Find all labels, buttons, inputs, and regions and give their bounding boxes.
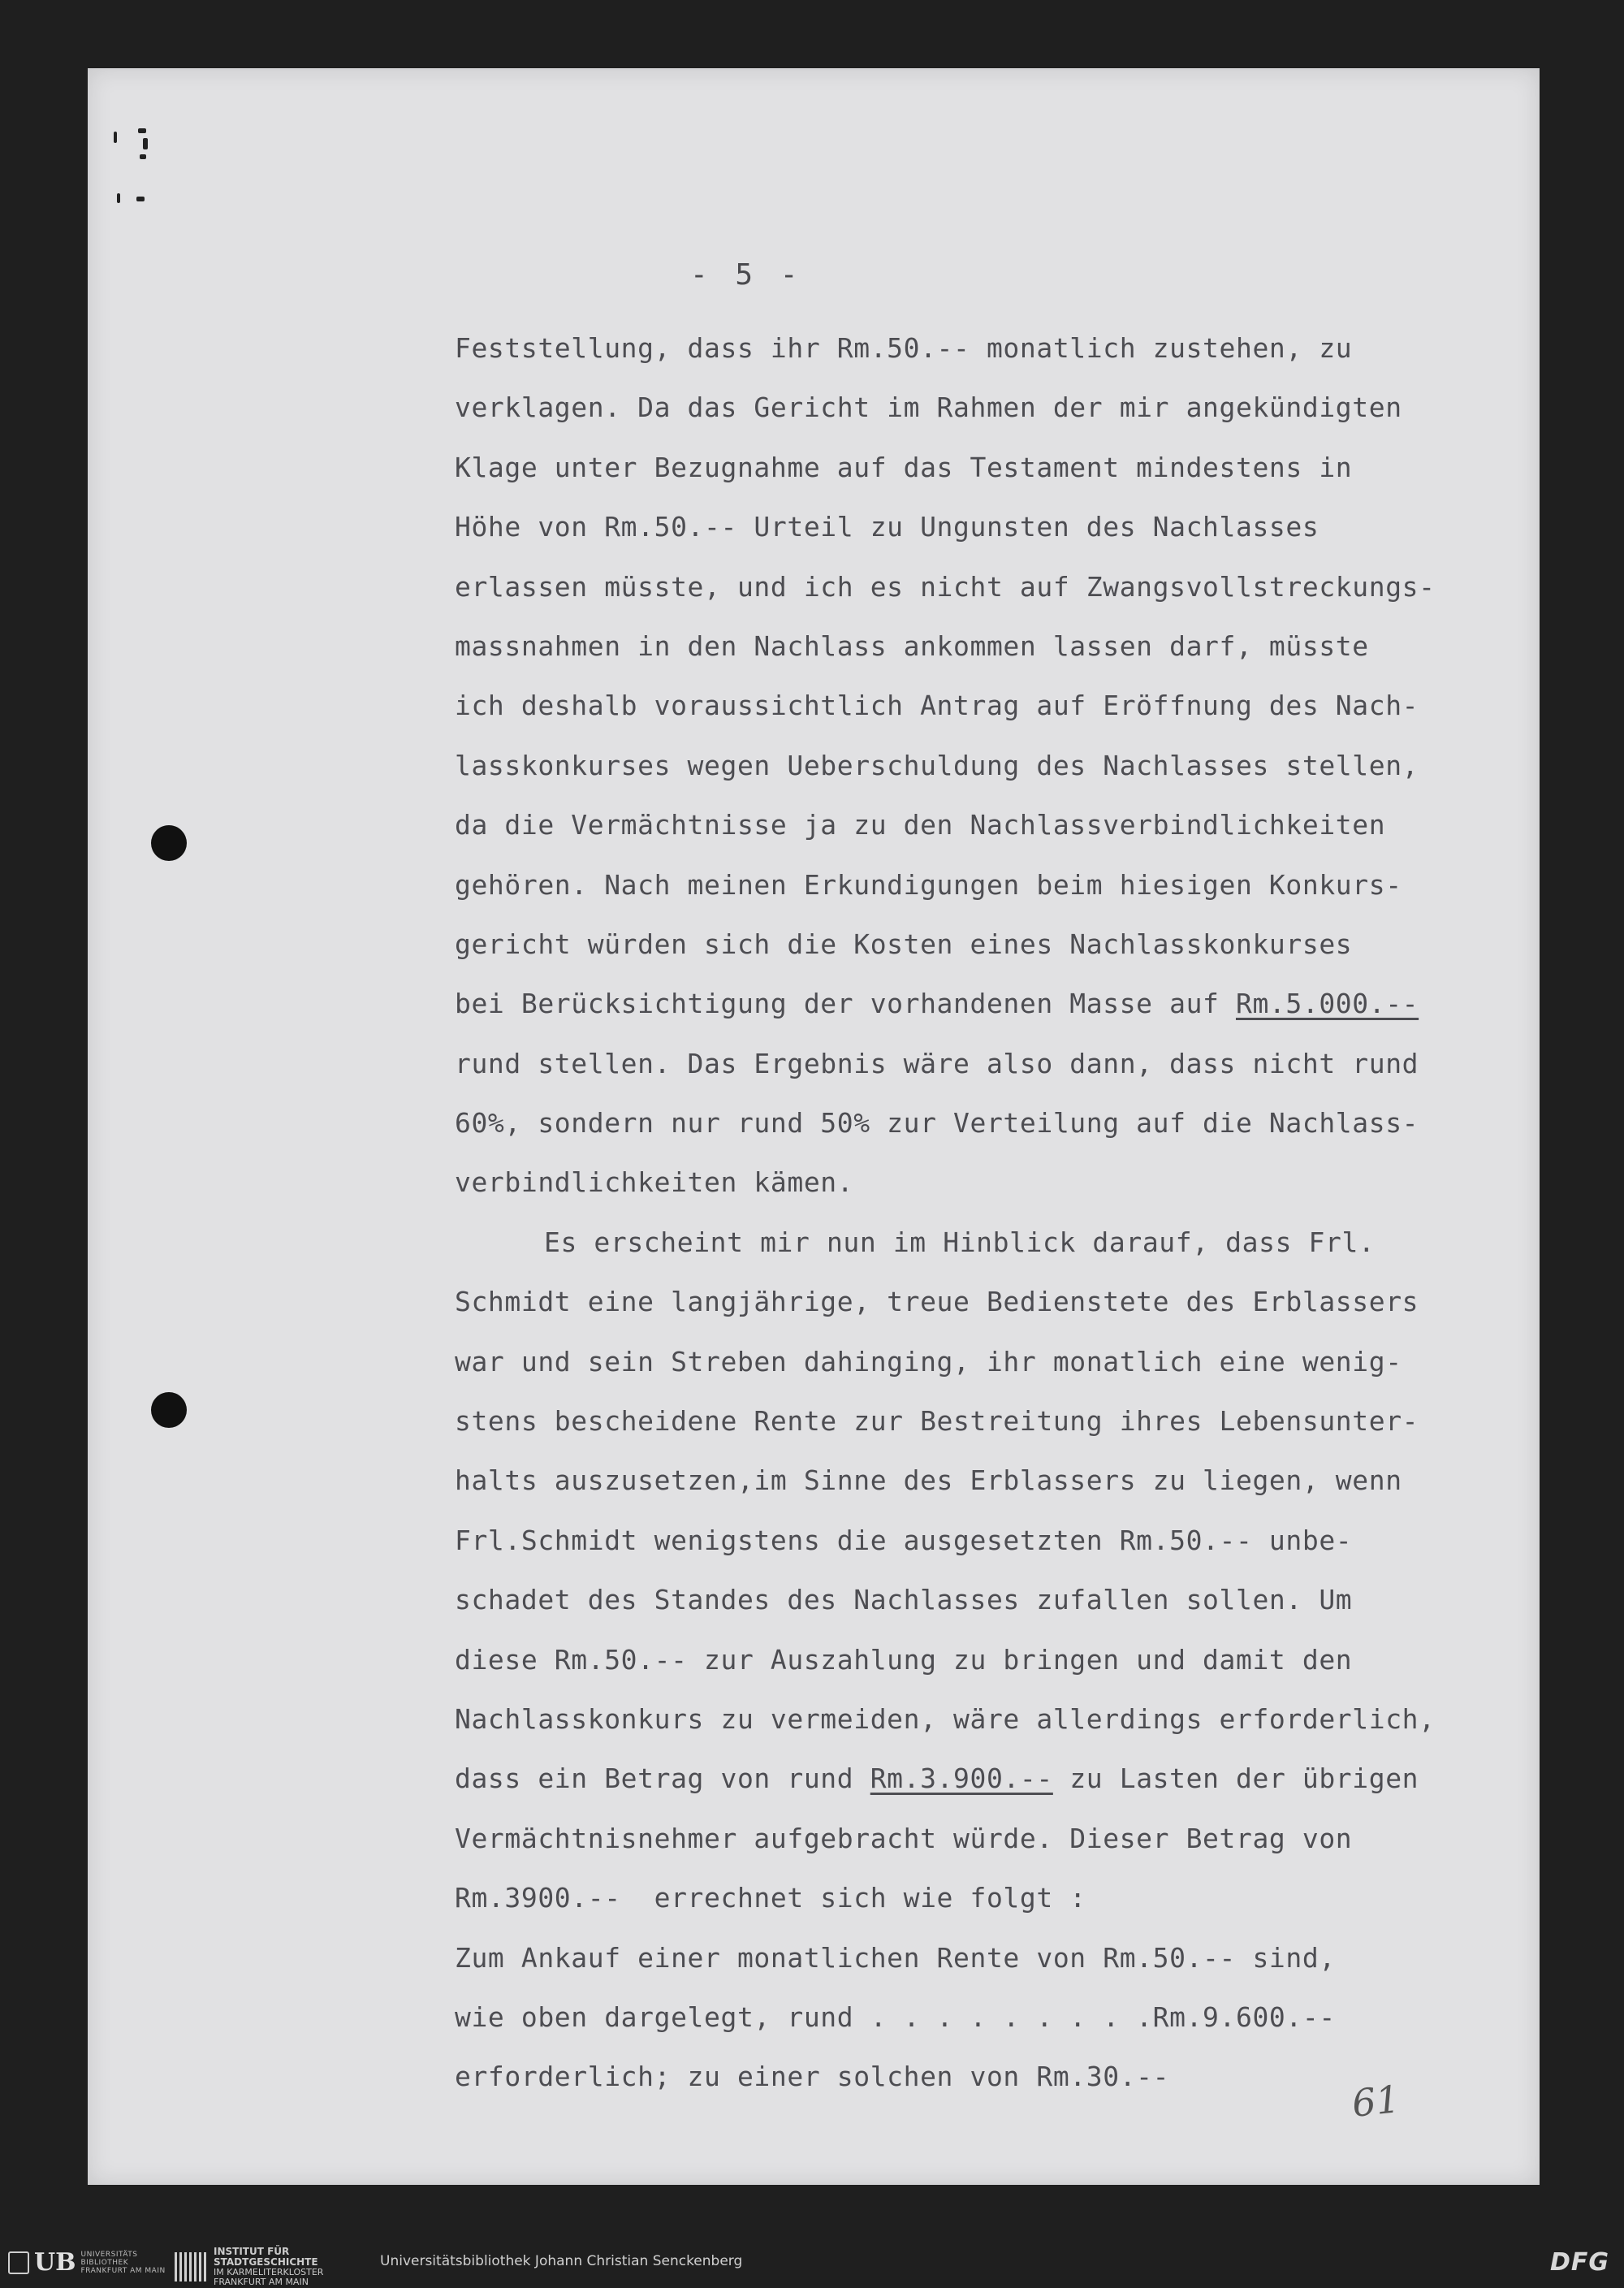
text-line: Vermächtnisnehmer aufgebracht würde. Dieser Betrag von xyxy=(455,1822,1353,1854)
punch-hole-bottom xyxy=(151,1392,187,1428)
text-line-with-amount xyxy=(455,1749,1510,1808)
ub-line: BIBLIOTHEK xyxy=(80,2258,129,2267)
text-segment: bei Berücksichtigung der vorhandenen Masse auf xyxy=(455,988,1236,1020)
text-line: erlassen müsste, und ich es nicht auf Zwangsvollstreckungs- xyxy=(455,570,1436,603)
underlined-amount-konkurs-costs: Rm.5.000.-- xyxy=(1235,988,1419,1020)
text-line: schadet des Standes des Nachlasses zufallen sollen. Um xyxy=(455,1584,1353,1616)
ub-logo xyxy=(8,2248,166,2277)
text-line: rund stellen. Das Ergebnis wäre also dann, dass nicht rund xyxy=(455,1047,1419,1079)
footer-caption: Universitätsbibliothek Johann Christian Senckenberg xyxy=(380,2253,743,2269)
dfg-logo: DFG xyxy=(1549,2248,1609,2277)
text-line: da die Vermächtnisse ja zu den Nachlassverbindlichkeiten xyxy=(455,809,1386,841)
paragraph-start-line: Es erscheint mir nun im Hinblick darauf, dass Frl. xyxy=(544,1226,1376,1258)
typewritten-letter-body xyxy=(455,318,1510,2107)
text-line: ich deshalb voraussichtlich Antrag auf Eröffnung des Nach- xyxy=(455,690,1419,722)
handwritten-folio-number: 61 xyxy=(1350,2077,1402,2126)
underlined-amount-required: Rm.3.900.-- xyxy=(870,1762,1053,1795)
isg-logo xyxy=(175,2247,323,2287)
staple-marks xyxy=(114,122,195,219)
isg-line: INSTITUT FÜR xyxy=(214,2246,290,2257)
text-line: massnahmen in den Nachlass ankommen lassen darf, müsste xyxy=(455,629,1369,662)
ub-text xyxy=(81,2251,166,2275)
text-line: Klage unter Bezugnahme auf das Testament mindestens in xyxy=(455,451,1353,483)
text-line: Schmidt eine langjährige, treue Bedienstete des Erblassers xyxy=(455,1286,1419,1318)
footer-bar xyxy=(0,2234,1624,2288)
text-line: gehören. Nach meinen Erkundigungen beim hiesigen Konkurs- xyxy=(455,868,1402,901)
text-line: diese Rm.50.-- zur Auszahlung zu bringen und damit den xyxy=(455,1643,1353,1676)
text-line: war und sein Streben dahinging, ihr monatlich eine wenig- xyxy=(455,1345,1402,1378)
ub-line: FRANKFURT AM MAIN xyxy=(80,2266,166,2275)
text-line-with-amount xyxy=(455,974,1510,1033)
text-line: gericht würden sich die Kosten eines Nachlasskonkurses xyxy=(455,928,1353,960)
ub-line: UNIVERSITÄTS xyxy=(80,2250,138,2259)
text-line: Höhe von Rm.50.-- Urteil zu Ungunsten des Nachlasses xyxy=(455,511,1320,543)
isg-line: FRANKFURT AM MAIN xyxy=(214,2277,309,2287)
text-line: lasskonkurses wegen Ueberschuldung des Nachlasses stellen, xyxy=(455,749,1419,781)
text-segment: zu Lasten der übrigen xyxy=(1052,1762,1419,1795)
isg-line: STADTGESCHICHTE xyxy=(214,2256,318,2268)
isg-text xyxy=(214,2247,323,2287)
page-number: - 5 - xyxy=(690,258,803,292)
text-line: Nachlasskonkurs zu vermeiden, wäre allerdings erforderlich, xyxy=(455,1702,1436,1735)
punch-hole-top xyxy=(151,825,187,861)
text-line: Rm.3900.-- errechnet sich wie folgt : xyxy=(455,1882,1086,1914)
library-icon xyxy=(8,2251,29,2274)
text-line: wie oben dargelegt, rund . . . . . . . . .Rm.9.600.-- xyxy=(455,2000,1336,2033)
isg-line: IM KARMELITERKLOSTER xyxy=(214,2267,324,2277)
text-line: stens bescheidene Rente zur Bestreitung ihres Lebensunter- xyxy=(455,1405,1419,1438)
text-segment: dass ein Betrag von rund xyxy=(455,1762,870,1795)
building-icon xyxy=(175,2252,207,2282)
text-line: erforderlich; zu einer solchen von Rm.30.-- xyxy=(455,2061,1170,2093)
text-line: Zum Ankauf einer monatlichen Rente von Rm.50.-- sind, xyxy=(455,1941,1336,1974)
text-line: Frl.Schmidt wenigstens die ausgesetzten Rm.50.-- unbe- xyxy=(455,1524,1353,1556)
text-line: 60%, sondern nur rund 50% zur Verteilung auf die Nachlass- xyxy=(455,1107,1419,1140)
text-line: Feststellung, dass ihr Rm.50.-- monatlich zustehen, zu xyxy=(455,332,1353,364)
text-line: verbindlichkeiten kämen. xyxy=(455,1166,854,1199)
text-line: verklagen. Da das Gericht im Rahmen der mir angekündigten xyxy=(455,391,1402,424)
ub-letters: UB xyxy=(34,2248,76,2277)
text-line: halts auszusetzen,im Sinne des Erblassers zu liegen, wenn xyxy=(455,1464,1402,1497)
